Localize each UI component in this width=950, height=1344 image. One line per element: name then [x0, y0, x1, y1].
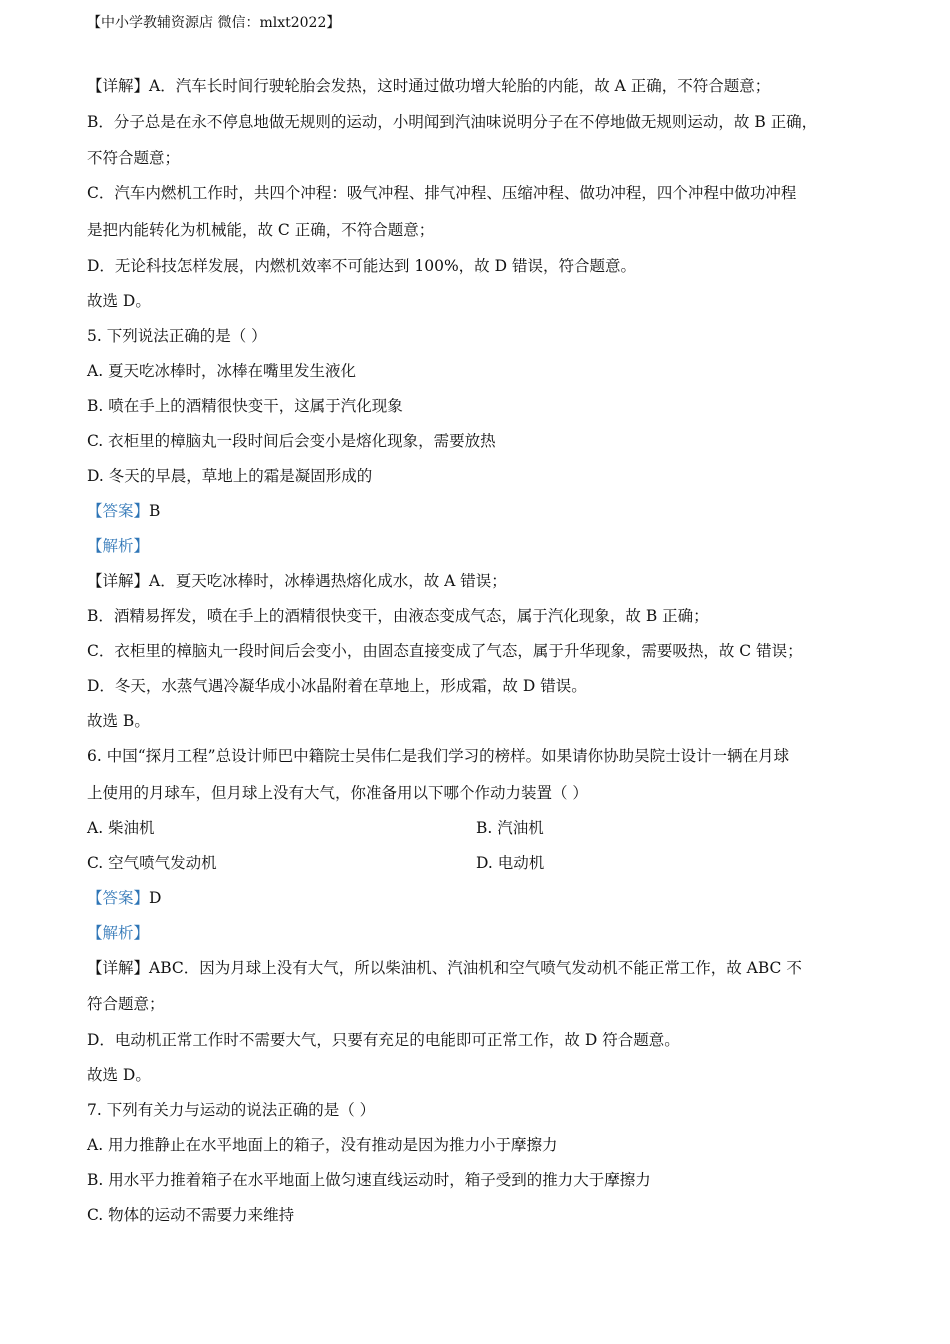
q6-conclusion: 故选 D。	[87, 1066, 151, 1084]
q6-options-row-2	[87, 852, 887, 874]
q5-detail-d: D．冬天，水蒸气遇冷凝华成小冰晶附着在草地上，形成霜，故 D 错误。	[87, 677, 587, 695]
q6-options-row-1	[87, 817, 887, 839]
q5-detail-a: 【详解】A．夏天吃冰棒时，冰棒遇热熔化成水，故 A 错误；	[87, 572, 507, 590]
q5-option-a: A. 夏天吃冰棒时，冰棒在嘴里发生液化	[87, 362, 357, 380]
q4-detail-c-cont: 是把内能转化为机械能，故 C 正确，不符合题意；	[87, 221, 435, 239]
q4-detail-c: C．汽车内燃机工作时，共四个冲程：吸气冲程、排气冲程、压缩冲程、做功冲程，四个冲程中做功冲程	[87, 184, 797, 202]
q6-detail-abc: 【详解】ABC．因为月球上没有大气，所以柴油机、汽油机和空气喷气发动机不能正常工作，故 ABC 不	[87, 959, 802, 977]
answer-tag: 【答案】	[87, 502, 150, 520]
q4-detail-b: B．分子总是在永不停息地做无规则的运动，小明闻到汽油味说明分子在不停地做无规则运动，故 B 正确，	[87, 113, 818, 131]
q6-option-b: B. 汽油机	[476, 819, 544, 837]
detail-tag: 【详解】	[87, 959, 150, 977]
q4-detail-a: 【详解】A．汽车长时间行驶轮胎会发热，这时通过做功增大轮胎的内能，故 A 正确，不符合题意；	[87, 77, 771, 95]
q5-stem: 5. 下列说法正确的是（ ）	[87, 327, 267, 345]
q4-conclusion: 故选 D。	[87, 292, 151, 310]
q6-detail-d: D．电动机正常工作时不需要大气，只要有充足的电能即可正常工作，故 D 符合题意。	[87, 1031, 680, 1049]
detail-tag: 【详解】	[87, 572, 150, 590]
q5-option-d: D. 冬天的早晨，草地上的霜是凝固形成的	[87, 467, 373, 485]
detail-tag: 【详解】	[87, 77, 150, 95]
q6-detail-abc-cont: 符合题意；	[87, 995, 165, 1013]
answer-value: B	[149, 502, 161, 520]
q6-stem: 6. 中国“探月工程”总设计师巴中籍院士吴伟仁是我们学习的榜样。如果请你协助吴院士设计一辆在月球	[87, 747, 790, 765]
q6-analysis-tag: 【解析】	[87, 924, 150, 942]
q5-conclusion: 故选 B。	[87, 712, 150, 730]
answer-value: D	[149, 889, 162, 907]
q5-detail-c: C．衣柜里的樟脑丸一段时间后会变小，由固态直接变成了气态，属于升华现象，需要吸热，故 C 错误；	[87, 642, 803, 660]
q6-option-a: A. 柴油机	[87, 819, 155, 837]
q7-option-b: B. 用水平力推着箱子在水平地面上做匀速直线运动时，箱子受到的推力大于摩擦力	[87, 1171, 651, 1189]
q6-answer	[87, 887, 161, 909]
answer-tag: 【答案】	[87, 889, 150, 907]
q4-detail-d: D．无论科技怎样发展，内燃机效率不可能达到 100%，故 D 错误，符合题意。	[87, 257, 636, 275]
q7-option-a: A. 用力推静止在水平地面上的箱子，没有推动是因为推力小于摩擦力	[87, 1136, 558, 1154]
q6-option-d: D. 电动机	[476, 854, 545, 872]
q5-analysis-tag: 【解析】	[87, 537, 150, 555]
q6-stem-cont: 上使用的月球车，但月球上没有大气，你准备用以下哪个作动力装置（ ）	[87, 784, 588, 802]
q4-detail-b-cont: 不符合题意；	[87, 149, 181, 167]
q6-option-c: C. 空气喷气发动机	[87, 854, 217, 872]
q7-stem: 7. 下列有关力与运动的说法正确的是（ ）	[87, 1101, 376, 1119]
q5-answer	[87, 500, 160, 522]
q7-option-c: C. 物体的运动不需要力来维持	[87, 1206, 295, 1224]
q5-option-c: C. 衣柜里的樟脑丸一段时间后会变小是熔化现象，需要放热	[87, 432, 496, 450]
q5-option-b: B. 喷在手上的酒精很快变干，这属于汽化现象	[87, 397, 403, 415]
page-header: 【中小学教辅资源店 微信：mlxt2022】	[87, 15, 341, 31]
q5-detail-b: B．酒精易挥发，喷在手上的酒精很快变干，由液态变成气态，属于汽化现象，故 B 正确；	[87, 607, 709, 625]
